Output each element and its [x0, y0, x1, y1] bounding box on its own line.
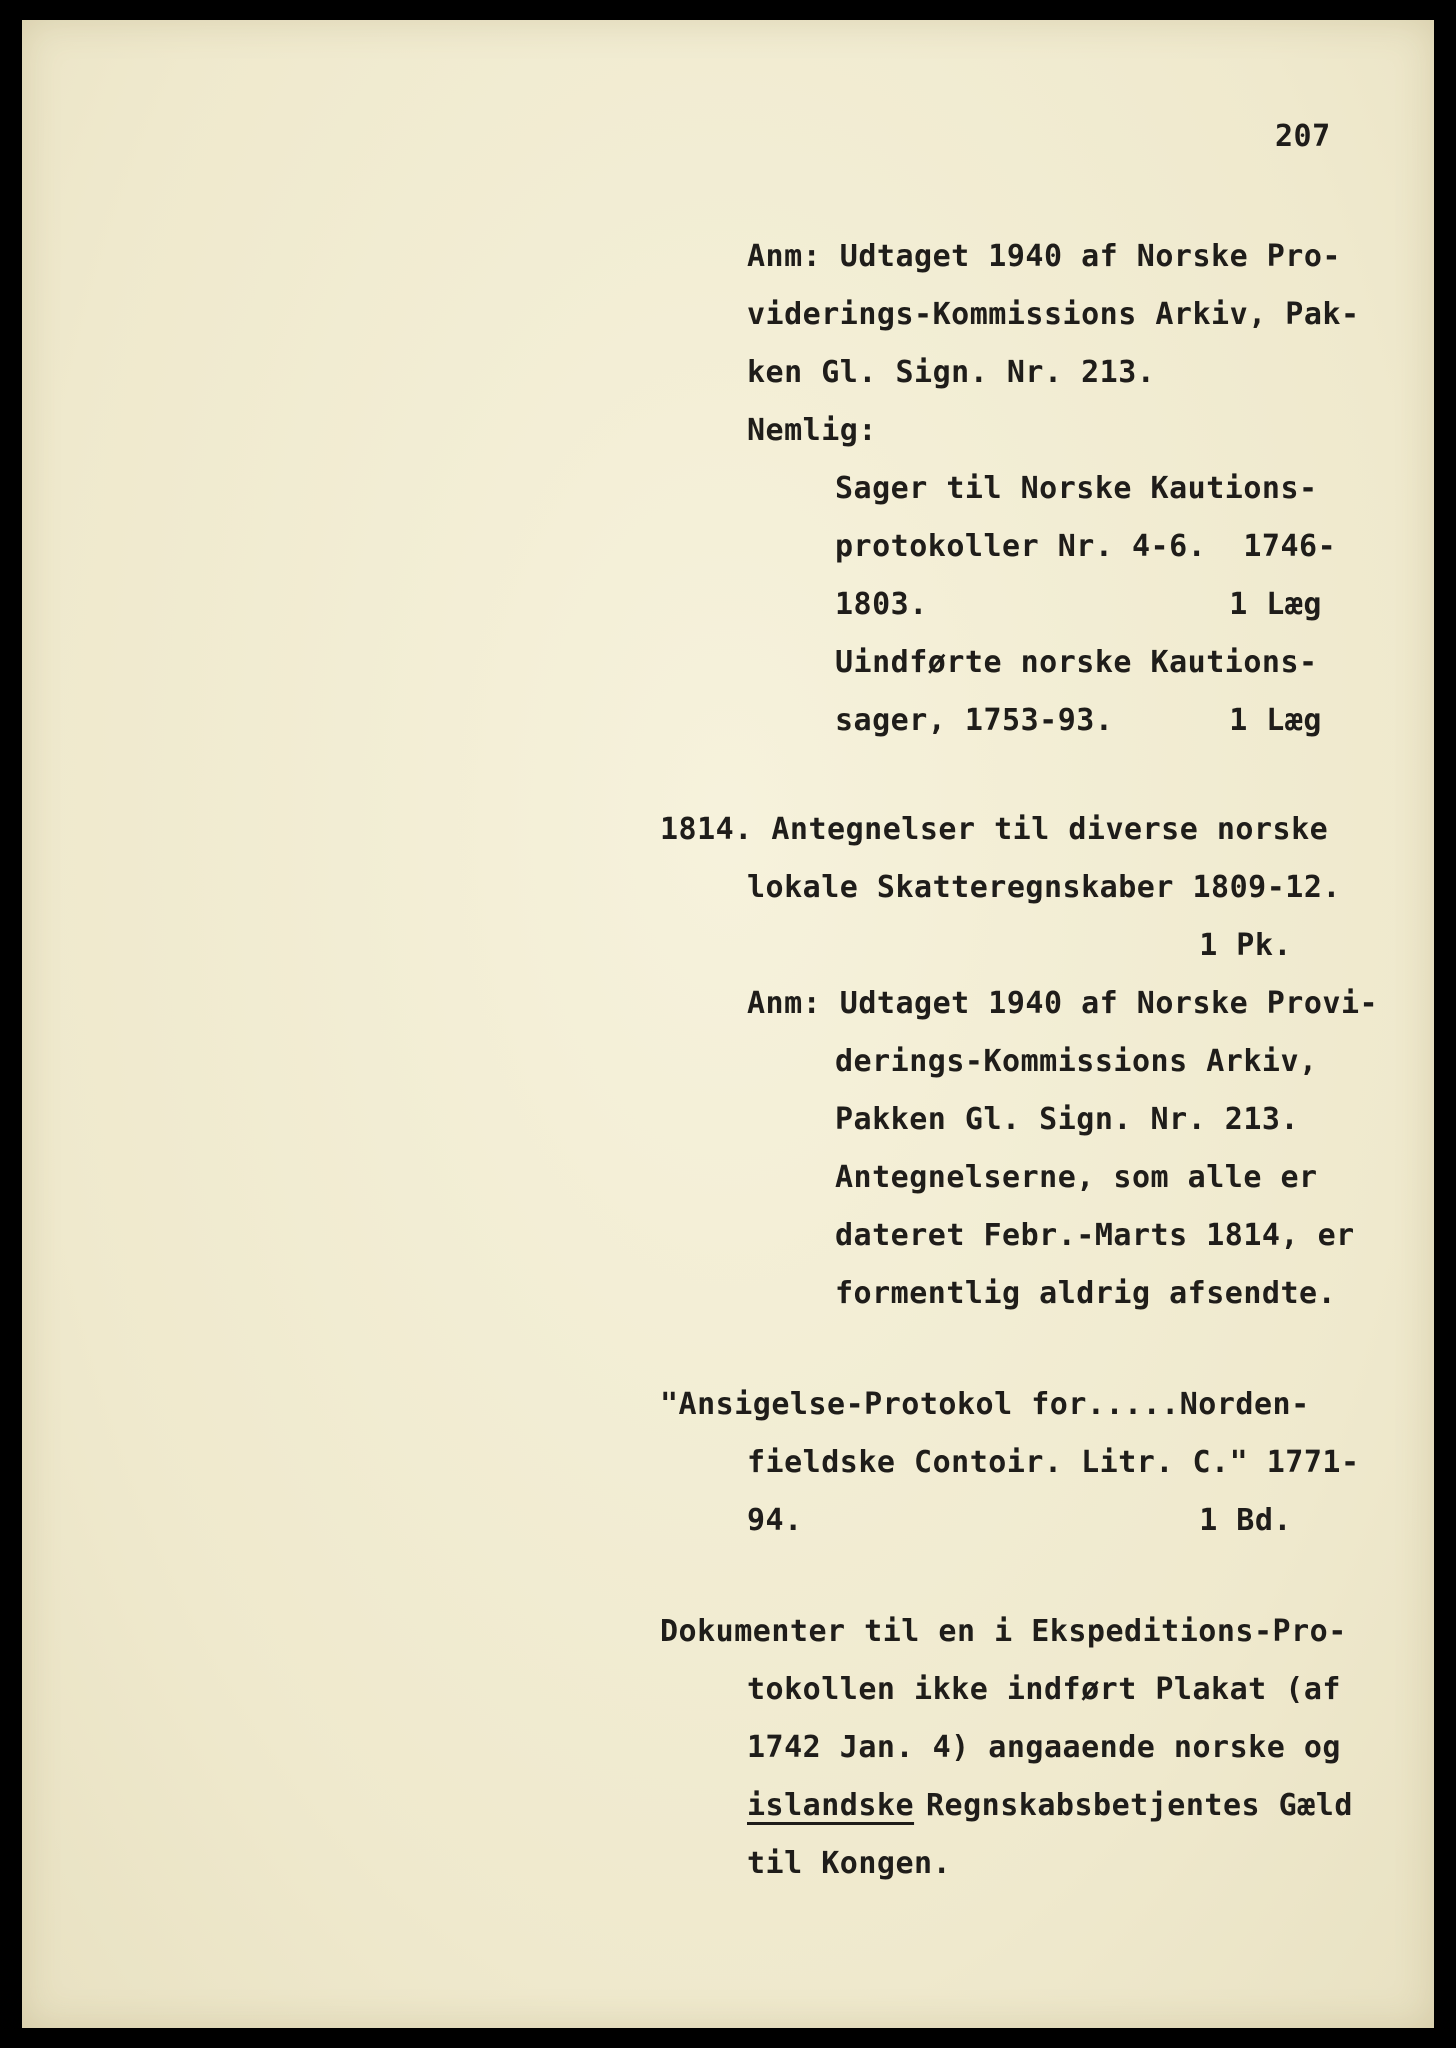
entry-line: ken Gl. Sign. Nr. 213.: [747, 355, 1156, 390]
entry-line: fieldske Contoir. Litr. C." 1771-: [747, 1445, 1360, 1480]
entry-quantity: 1 Bd.: [1199, 1503, 1292, 1538]
entry-line: 94.: [747, 1503, 803, 1538]
entry-line: Anm: Udtaget 1940 af Norske Provi-: [747, 986, 1379, 1021]
entry-line: sager, 1753-93.: [835, 703, 1114, 738]
entry-line: 1742 Jan. 4) angaaende norske og: [747, 1730, 1341, 1765]
entry-line: Pakken Gl. Sign. Nr. 213.: [835, 1102, 1300, 1137]
entry-line: til Kongen.: [747, 1846, 952, 1881]
entry-quantity: 1 Læg: [1229, 703, 1322, 738]
entry-line: viderings-Kommissions Arkiv, Pak-: [747, 297, 1360, 332]
entry-line: protokoller Nr. 4-6. 1746-: [835, 529, 1337, 564]
entry-line: Sager til Norske Kautions-: [835, 471, 1318, 506]
page-number: 207: [1275, 119, 1331, 154]
entry-line: formentlig aldrig afsendte.: [835, 1276, 1337, 1311]
entry-line: tokollen ikke indført Plakat (af: [747, 1672, 1341, 1707]
entry-line: Regnskabsbetjentes Gæld: [926, 1788, 1353, 1823]
entry-line: 1803.: [835, 587, 928, 622]
entry-line: Uindførte norske Kautions-: [835, 645, 1318, 680]
entry-line: Antegnelserne, som alle er: [835, 1160, 1318, 1195]
entry-line: Anm: Udtaget 1940 af Norske Pro-: [747, 239, 1341, 274]
entry-line: dateret Febr.-Marts 1814, er: [835, 1218, 1355, 1253]
entry-line: Nemlig:: [747, 413, 877, 448]
entry-line: derings-Kommissions Arkiv,: [835, 1044, 1318, 1079]
underlined-word: islandske: [747, 1788, 915, 1823]
document-page: [22, 20, 1434, 2028]
entry-line: lokale Skatteregnskaber 1809-12.: [747, 870, 1341, 905]
entry-line: "Ansigelse-Protokol for.....Norden-: [660, 1387, 1310, 1422]
entry-quantity: 1 Pk.: [1199, 928, 1292, 963]
entry-line: 1814. Antegnelser til diverse norske: [660, 812, 1329, 847]
entry-line: Dokumenter til en i Ekspeditions-Pro-: [660, 1614, 1347, 1649]
entry-quantity: 1 Læg: [1229, 587, 1322, 622]
